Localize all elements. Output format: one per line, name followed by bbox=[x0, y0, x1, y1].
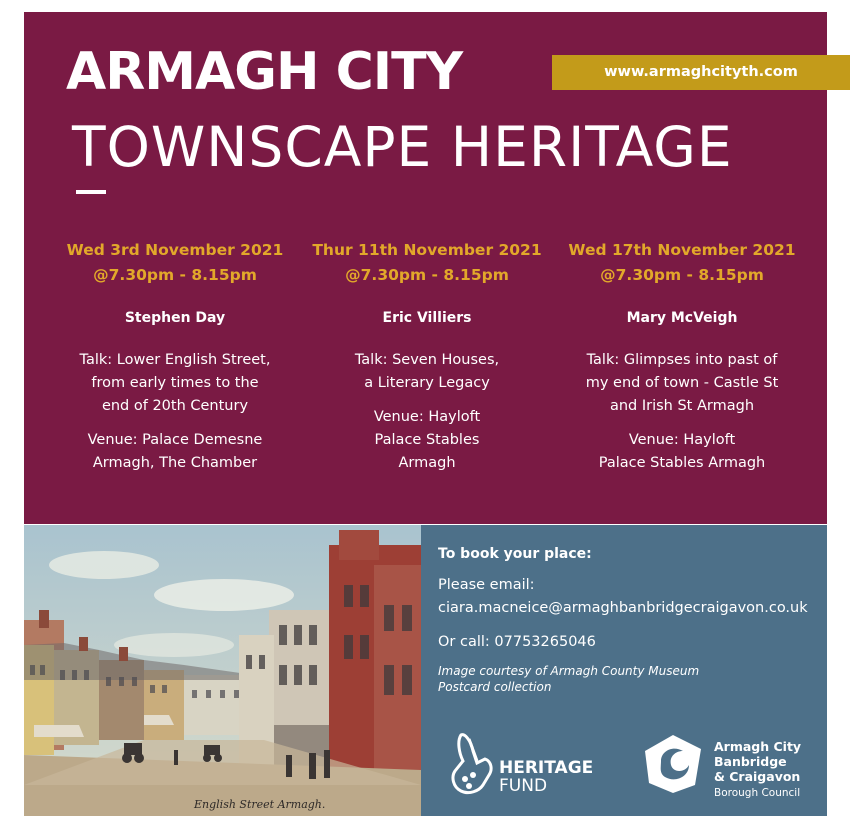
awning bbox=[34, 725, 84, 737]
event-column-1 bbox=[44, 238, 306, 475]
chimney bbox=[79, 637, 88, 651]
booking-panel bbox=[421, 525, 827, 816]
image-credit: Image courtesy of Armagh County Museum bbox=[438, 664, 700, 678]
title-divider bbox=[76, 190, 106, 194]
event-date: Wed 3rd November 2021 bbox=[66, 241, 284, 259]
building bbox=[374, 565, 421, 785]
event-time: @7.30pm - 8.15pm bbox=[345, 266, 509, 284]
heritage-fund-name-2: FUND bbox=[499, 776, 548, 796]
title-line-2: TOWNSCAPE HERITAGE bbox=[72, 115, 733, 179]
phone-number[interactable]: Or call: 07753265046 bbox=[438, 634, 596, 650]
event-talk: Talk: Glimpses into past of my end of town - Castle St and Irish St Armagh bbox=[585, 352, 779, 414]
event-venue: Venue: Palace Demesne Armagh, The Chamber bbox=[87, 432, 263, 471]
event-date: Thur 11th November 2021 bbox=[312, 241, 542, 259]
cloud bbox=[154, 579, 294, 611]
event-venue: Venue: Hayloft Palace Stables Armagh bbox=[598, 432, 766, 471]
cloud bbox=[49, 551, 159, 579]
photo-caption: English Street Armagh. bbox=[194, 798, 326, 811]
event-talk: Talk: Seven Houses, a Literary Legacy bbox=[354, 352, 500, 391]
title-line-1: ARMAGH CITY bbox=[66, 42, 463, 102]
event-talk: Talk: Lower English Street, from early times to the end of 20th Century bbox=[79, 352, 271, 414]
event-speaker: Mary McVeigh bbox=[626, 310, 738, 326]
council-subtitle: Borough Council bbox=[714, 787, 801, 799]
heritage-fund-name: HERITAGE bbox=[499, 758, 594, 778]
email-label: Please email: bbox=[438, 577, 535, 593]
event-column-3 bbox=[551, 238, 813, 475]
council-name: Armagh City Banbridge & Craigavon bbox=[714, 739, 802, 784]
building bbox=[339, 530, 379, 560]
event-speaker: Eric Villiers bbox=[382, 310, 472, 326]
building bbox=[144, 670, 184, 740]
website-link[interactable]: www.armaghcityth.com bbox=[552, 55, 850, 90]
email-link[interactable]: ciara.macneice@armaghbanbridgecraigavon.co.uk bbox=[438, 600, 808, 616]
chimney bbox=[119, 647, 128, 661]
image-credit-2: Postcard collection bbox=[438, 680, 552, 694]
heritage-fund-logo bbox=[443, 731, 613, 801]
chimney bbox=[39, 610, 49, 628]
booking-heading: To book your place: bbox=[438, 546, 592, 562]
event-time: @7.30pm - 8.15pm bbox=[600, 266, 764, 284]
council-emblem-icon bbox=[639, 731, 707, 797]
cloud bbox=[114, 633, 234, 657]
awning bbox=[144, 715, 174, 725]
event-date: Wed 17th November 2021 bbox=[568, 241, 796, 259]
event-venue: Venue: Hayloft Palace Stables Armagh bbox=[373, 409, 481, 471]
crossed-fingers-icon bbox=[443, 731, 499, 797]
event-time: @7.30pm - 8.15pm bbox=[93, 266, 257, 284]
postcard-photo bbox=[24, 525, 421, 816]
event-column-2 bbox=[296, 238, 558, 475]
event-speaker: Stephen Day bbox=[124, 310, 226, 326]
council-logo bbox=[639, 731, 819, 801]
street-illustration bbox=[24, 525, 421, 816]
